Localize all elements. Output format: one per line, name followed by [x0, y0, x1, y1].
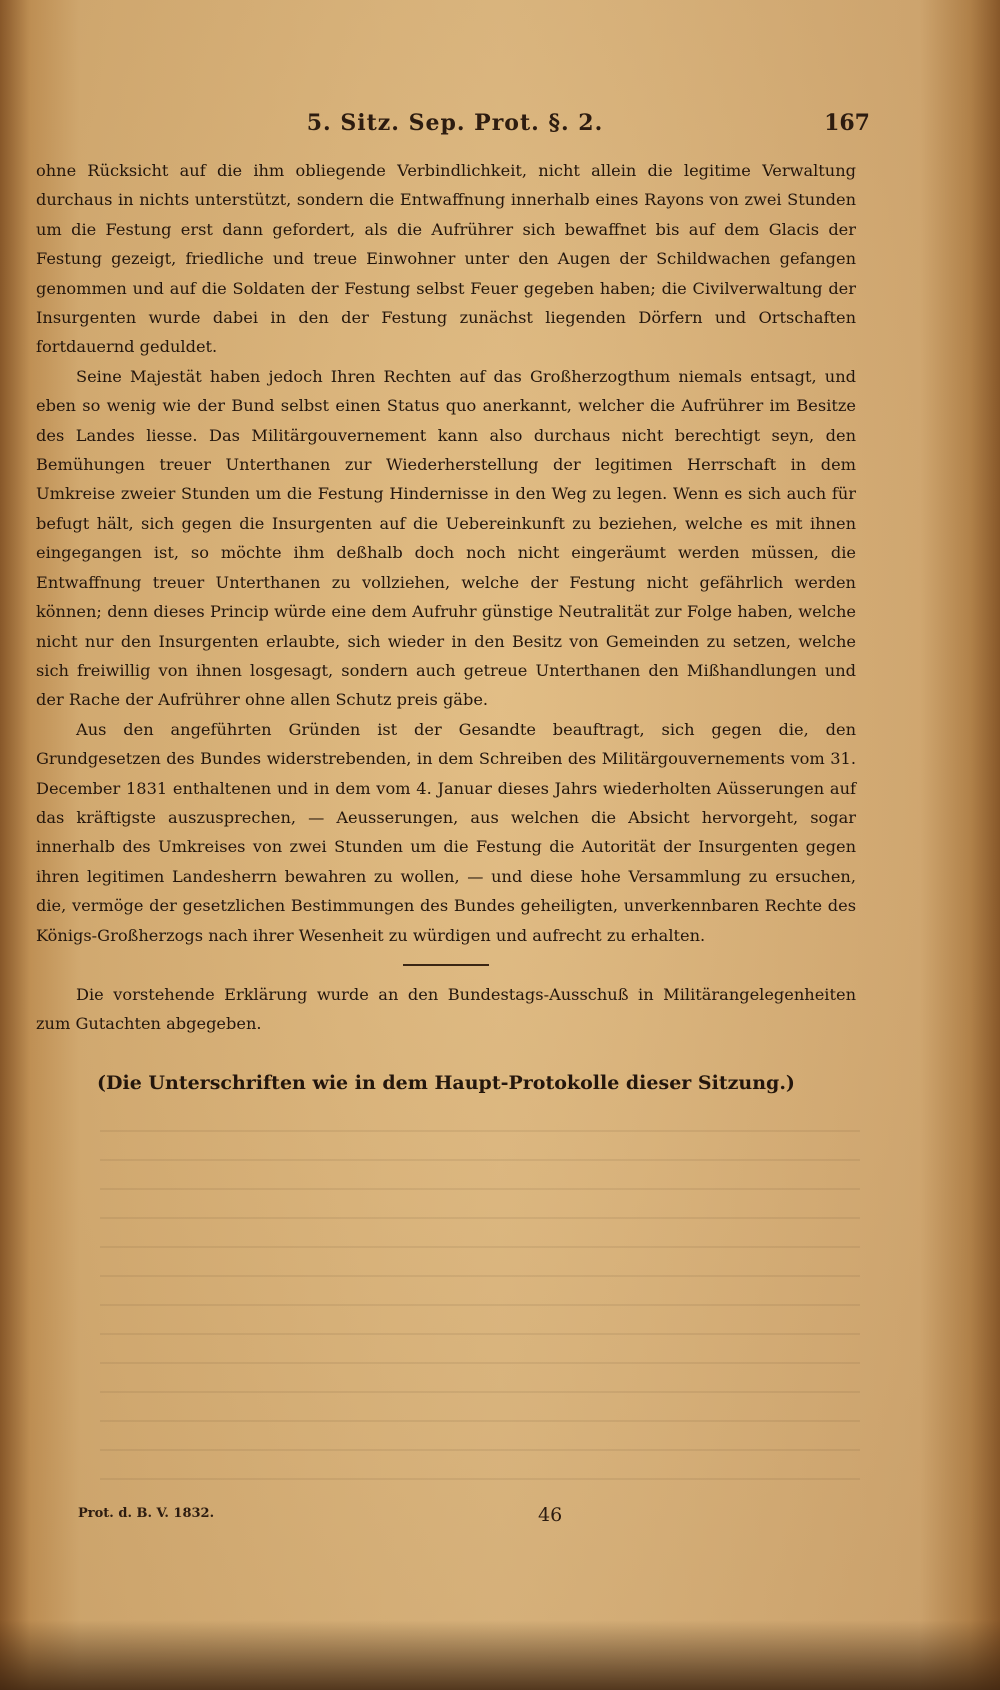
closing-note: (Die Unterschriften wie in dem Haupt-Protokolle dieser Sitzung.) [97, 1071, 795, 1094]
paragraph-3: Aus den angeführten Gründen ist der Gesandte beauftragt, sich gegen die, den Grundgesetzen des Bundes widerstrebenden, in dem Schreiben des Militärgouvernements vom 31. December 1831 enthaltenen und in dem vom 4. Januar dieses Jahrs wiederholten Aüsserungen auf das kräftigste auszusprechen, — Aeusserungen, aus welchen die Absicht hervorgeht, sogar innerhalb des Umkreises von zwei Stunden um die Festung die Autorität der Insurgenten gegen ihren legitimen Landesherrn bewahren zu wollen, — und diese hohe Versammlung zu ersuchen, die, vermöge der gesetzlichen Bestimmungen des Bundes geheiligten, unverkennbaren Rechte des Königs-Großherzogs nach ihrer Wesenheit zu würdigen und aufrecht zu erhalten. [36, 719, 856, 945]
bleed-through-texture [100, 1130, 860, 1490]
footer-signature-number: 46 [538, 1504, 563, 1526]
page-number: 167 [824, 110, 870, 136]
paragraph-1: ohne Rücksicht auf die ihm obliegende Verbindlichkeit, nicht allein die legitime Verwaltung durchaus in nichts unterstützt, sondern die Entwaffnung innerhalb eines Rayons von zwei Stunden um die Festung erst dann gefordert, als die Aufrührer sich bewaffnet bis auf dem Glacis der Festung gezeigt, friedliche und treue Einwohner unter den Augen der Schildwachen gefangen genommen und auf die Soldaten der Festung selbst Feuer gegeben haben; die Civilverwaltung der Insurgenten wurde dabei in den der Festung zunächst liegenden Dörfern und Ortschaften fortdauernd geduldet. [36, 161, 856, 357]
running-header [40, 110, 870, 140]
body-text [36, 156, 856, 1098]
paragraph-4: Die vorstehende Erklärung wurde an den Bundestags-Ausschuß in Militärangelegenheiten zum Gutachten abgegeben. [36, 984, 856, 1034]
separator-rule [403, 964, 489, 966]
header-title: 5. Sitz. Sep. Prot. §. 2. [306, 110, 604, 136]
footer-protocol-label: Prot. d. B. V. 1832. [78, 1506, 215, 1521]
paragraph-2: Seine Majestät haben jedoch Ihren Rechten auf das Großherzogthum niemals entsagt, und eben so wenig wie der Bund selbst einen Status quo anerkannt, welcher die Aufrührer im Besitze des Landes liesse. Das Militärgouvernement kann also durchaus nicht berechtigt seyn, den Bemühungen treuer Unterthanen zur Wiederherstellung der legitimen Herrschaft in dem Umkreise zweier Stunden um die Festung Hindernisse in den Weg zu legen. Wenn es sich auch für befugt hält, sich gegen die Insurgenten auf die Uebereinkunft zu beziehen, welche es mit ihnen eingegangen ist, so möchte ihm deßhalb doch noch nicht eingeräumt werden müssen, die Entwaffnung treuer Unterthanen zu vollziehen, welche der Festung nicht gefährlich werden können; denn dieses Princip würde eine dem Aufruhr günstige Neutralität zur Folge haben, welche nicht nur den Insurgenten erlaubte, sich wieder in den Besitz von Gemeinden zu setzen, welche sich freiwillig von ihnen losgesagt, sondern auch getreue Unterthanen den Mißhandlungen und der Rache der Aufrührer ohne allen Schutz preis gäbe. [36, 366, 856, 710]
